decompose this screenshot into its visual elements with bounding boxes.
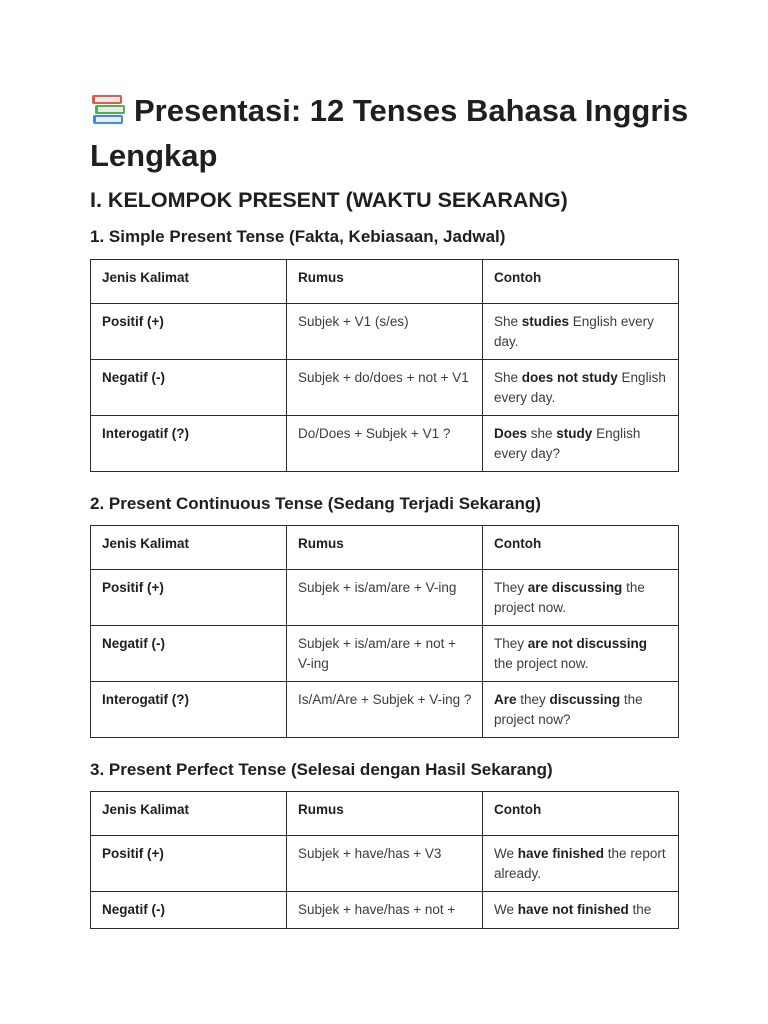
example-emphasis: discussing bbox=[549, 692, 621, 707]
example-cell bbox=[483, 570, 679, 626]
example-text: English every day? bbox=[494, 426, 641, 461]
tense-table bbox=[90, 791, 679, 929]
column-header: Rumus bbox=[287, 260, 483, 304]
example-emphasis: have finished bbox=[517, 846, 605, 861]
sentence-type-cell: Negatif (-) bbox=[91, 626, 287, 682]
example-text: the project now? bbox=[494, 692, 643, 727]
table-row bbox=[91, 570, 679, 626]
table-header-row bbox=[91, 526, 679, 570]
table-header-row bbox=[91, 260, 679, 304]
sentence-type-cell: Negatif (-) bbox=[91, 892, 287, 929]
sentence-type-cell: Negatif (-) bbox=[91, 360, 287, 416]
example-text: She bbox=[494, 370, 522, 385]
sentence-type-cell: Positif (+) bbox=[91, 836, 287, 892]
formula-cell: Subjek + have/has + V3 bbox=[287, 836, 483, 892]
tense-heading: 2. Present Continuous Tense (Sedang Terjadi Sekarang) bbox=[90, 494, 541, 513]
example-text: She bbox=[494, 314, 522, 329]
example-emphasis: study bbox=[556, 426, 593, 441]
formula-cell: Subjek + V1 (s/es) bbox=[287, 304, 483, 360]
column-header: Rumus bbox=[287, 792, 483, 836]
sentence-type-cell: Positif (+) bbox=[91, 304, 287, 360]
column-header: Jenis Kalimat bbox=[91, 792, 287, 836]
column-header: Contoh bbox=[483, 260, 679, 304]
column-header: Jenis Kalimat bbox=[91, 260, 287, 304]
example-text: We bbox=[494, 902, 518, 917]
sentence-type-cell: Interogatif (?) bbox=[91, 682, 287, 738]
column-header: Contoh bbox=[483, 792, 679, 836]
books-icon bbox=[90, 91, 128, 127]
table-row bbox=[91, 626, 679, 682]
example-text: she bbox=[527, 426, 557, 441]
example-cell bbox=[483, 416, 679, 472]
example-emphasis: are not discussing bbox=[527, 636, 648, 651]
formula-cell: Subjek + is/am/are + V-ing bbox=[287, 570, 483, 626]
table-row bbox=[91, 304, 679, 360]
example-cell bbox=[483, 836, 679, 892]
title-text: Presentasi: 12 Tenses Bahasa Inggris Lengkap bbox=[90, 93, 689, 173]
tense-heading: 1. Simple Present Tense (Fakta, Kebiasaan, Jadwal) bbox=[90, 227, 506, 246]
example-cell bbox=[483, 626, 679, 682]
table-row bbox=[91, 416, 679, 472]
table-row bbox=[91, 682, 679, 738]
sentence-type-cell: Interogatif (?) bbox=[91, 416, 287, 472]
page-title bbox=[90, 88, 730, 178]
example-text: the project now. bbox=[494, 655, 589, 671]
example-emphasis: have not finished bbox=[517, 902, 629, 917]
column-header: Contoh bbox=[483, 526, 679, 570]
table-header-row bbox=[91, 792, 679, 836]
example-text: the report already. bbox=[494, 846, 666, 881]
table-row bbox=[91, 892, 679, 929]
column-header: Rumus bbox=[287, 526, 483, 570]
table-row bbox=[91, 360, 679, 416]
example-cell bbox=[483, 304, 679, 360]
formula-cell: Subjek + have/has + not + bbox=[287, 892, 483, 929]
example-cell bbox=[483, 682, 679, 738]
example-text: the bbox=[628, 902, 652, 917]
example-cell bbox=[483, 892, 679, 929]
formula-cell: Is/Am/Are + Subjek + V-ing ? bbox=[287, 682, 483, 738]
example-text: English every day. bbox=[494, 370, 666, 405]
example-text: they bbox=[516, 692, 550, 707]
table-row bbox=[91, 836, 679, 892]
tense-heading: 3. Present Perfect Tense (Selesai dengan Hasil Sekarang) bbox=[90, 760, 553, 779]
example-emphasis: does not study bbox=[521, 370, 618, 385]
example-text: They bbox=[494, 636, 528, 651]
example-text: English every day. bbox=[494, 314, 654, 349]
column-header: Jenis Kalimat bbox=[91, 526, 287, 570]
sentence-type-cell: Positif (+) bbox=[91, 570, 287, 626]
example-emphasis: studies bbox=[521, 314, 570, 329]
section-heading: I. KELOMPOK PRESENT (WAKTU SEKARANG) bbox=[90, 188, 568, 212]
formula-cell: Subjek + do/does + not + V1 bbox=[287, 360, 483, 416]
example-emphasis: Are bbox=[494, 692, 517, 707]
example-text: the project now. bbox=[494, 580, 645, 615]
formula-cell: Subjek + is/am/are + not + V-ing bbox=[287, 626, 483, 682]
formula-cell: Do/Does + Subjek + V1 ? bbox=[287, 416, 483, 472]
example-cell bbox=[483, 360, 679, 416]
tense-table bbox=[90, 259, 679, 472]
tense-table bbox=[90, 525, 679, 738]
example-emphasis: are discussing bbox=[527, 580, 623, 595]
example-text: They bbox=[494, 580, 528, 595]
example-emphasis: Does bbox=[494, 426, 528, 441]
example-text: We bbox=[494, 846, 518, 861]
